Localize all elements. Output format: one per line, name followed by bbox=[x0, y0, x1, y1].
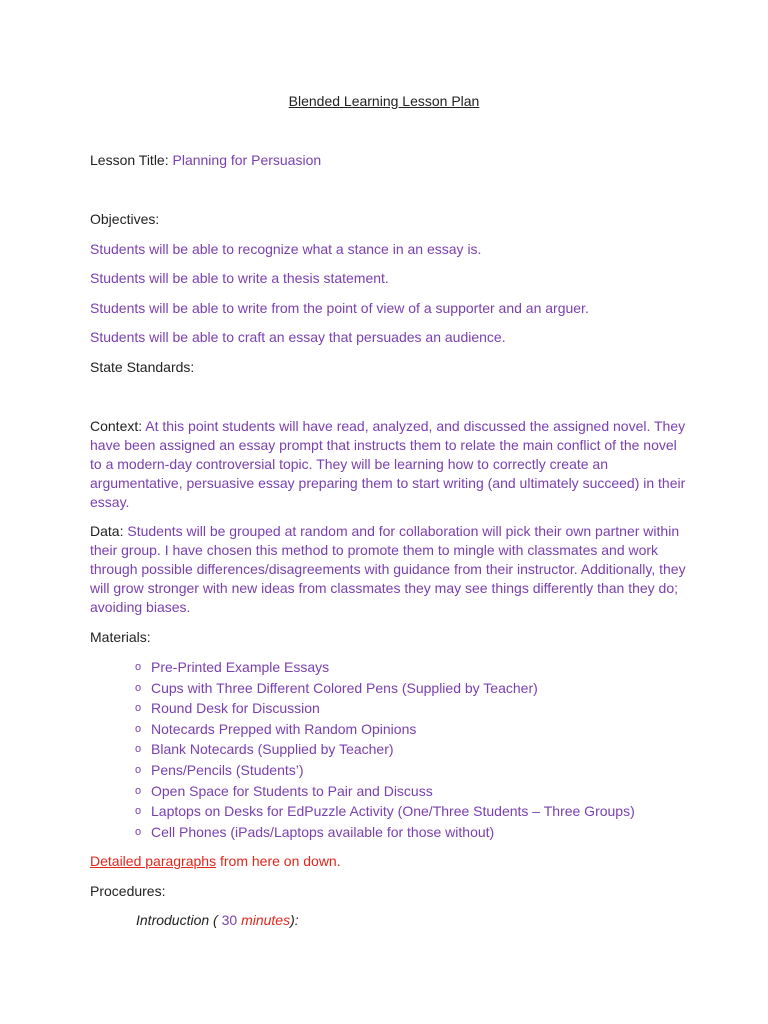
data-label: Data: bbox=[90, 523, 124, 539]
introduction-minutes-value: 30 bbox=[217, 912, 238, 928]
context-paragraph bbox=[90, 417, 690, 512]
lesson-title-line bbox=[90, 151, 321, 169]
bullet-icon: o bbox=[135, 763, 142, 776]
material-label: Notecards Prepped with Random Opinions bbox=[151, 720, 417, 737]
detail-note-text: from here on down. bbox=[216, 853, 341, 869]
bullet-icon: o bbox=[135, 681, 142, 694]
introduction-minutes-unit: minutes bbox=[237, 912, 291, 928]
detail-note-line bbox=[90, 852, 341, 870]
introduction-line bbox=[136, 911, 299, 929]
document-title: Blended Learning Lesson Plan bbox=[288, 93, 480, 109]
bullet-icon: o bbox=[135, 825, 142, 838]
material-label: Pre-Printed Example Essays bbox=[151, 659, 330, 675]
bullet-icon: o bbox=[135, 702, 142, 715]
list-item bbox=[135, 760, 635, 781]
objective-item: Students will be able to recognize what a stance in an essay is. bbox=[90, 241, 482, 257]
bullet-icon: o bbox=[135, 743, 142, 756]
bullet-icon: o bbox=[135, 805, 142, 818]
list-item bbox=[135, 739, 635, 760]
list-item bbox=[135, 719, 635, 740]
list-item bbox=[135, 678, 635, 699]
material-label: Laptops on Desks for EdPuzzle Activity (One/Three Students – Three Groups) bbox=[151, 803, 635, 820]
material-label: Cell Phones (iPads/Laptops available for those without) bbox=[151, 823, 495, 840]
bullet-icon: o bbox=[135, 661, 142, 673]
state-standards-heading: State Standards: bbox=[90, 359, 195, 375]
objective-item: Students will be able to write a thesis statement. bbox=[90, 270, 389, 286]
detailed-paragraphs-link[interactable]: Detailed paragraphs bbox=[90, 853, 217, 869]
bullet-icon: o bbox=[135, 784, 142, 797]
material-label: Round Desk for Discussion bbox=[151, 700, 320, 717]
context-text: At this point students will have read, analyzed, and discussed the assigned novel. They have been assigned an essay prompt that instructs them to relate the main conflict of the novel to a modern-day controversial topic. They will be learning how to correctly create an argumentative, persuasive essay preparing them to start writing (and ultimately succeed) in their essay. bbox=[90, 418, 686, 510]
procedures-heading: Procedures: bbox=[90, 883, 166, 899]
material-label: Pens/Pencils (Students’) bbox=[151, 761, 304, 778]
data-text: Students will be grouped at random and for collaboration will pick their own partner within their group. I have chosen this method to promote them to mingle with classmates and work through possible differences/disagreements with guidance from their instructor. Additionally, they will grow stronger with new ideas from classmates they may see things differently than they do; avoiding biases. bbox=[90, 523, 686, 615]
materials-list bbox=[135, 657, 635, 842]
material-label: Cups with Three Different Colored Pens (Supplied by Teacher) bbox=[151, 679, 538, 696]
context-label: Context: bbox=[90, 418, 143, 434]
introduction-label: Introduction ( bbox=[136, 912, 218, 928]
list-item bbox=[135, 698, 635, 719]
materials-heading: Materials: bbox=[90, 629, 151, 645]
lesson-title-label: Lesson Title: bbox=[90, 152, 169, 168]
lesson-title-value: Planning for Persuasion bbox=[172, 152, 322, 168]
list-item bbox=[135, 781, 635, 802]
data-paragraph bbox=[90, 522, 690, 617]
objective-item: Students will be able to write from the point of view of a supporter and an arguer. bbox=[90, 300, 589, 316]
introduction-close: ): bbox=[290, 912, 299, 928]
material-label: Blank Notecards (Supplied by Teacher) bbox=[151, 741, 394, 758]
objective-item: Students will be able to craft an essay that persuades an audience. bbox=[90, 329, 506, 345]
material-label: Open Space for Students to Pair and Discuss bbox=[151, 782, 433, 799]
objectives-heading: Objectives: bbox=[90, 211, 160, 227]
bullet-icon: o bbox=[135, 722, 142, 735]
list-item bbox=[135, 822, 635, 843]
list-item bbox=[135, 801, 635, 822]
list-item bbox=[135, 657, 635, 678]
